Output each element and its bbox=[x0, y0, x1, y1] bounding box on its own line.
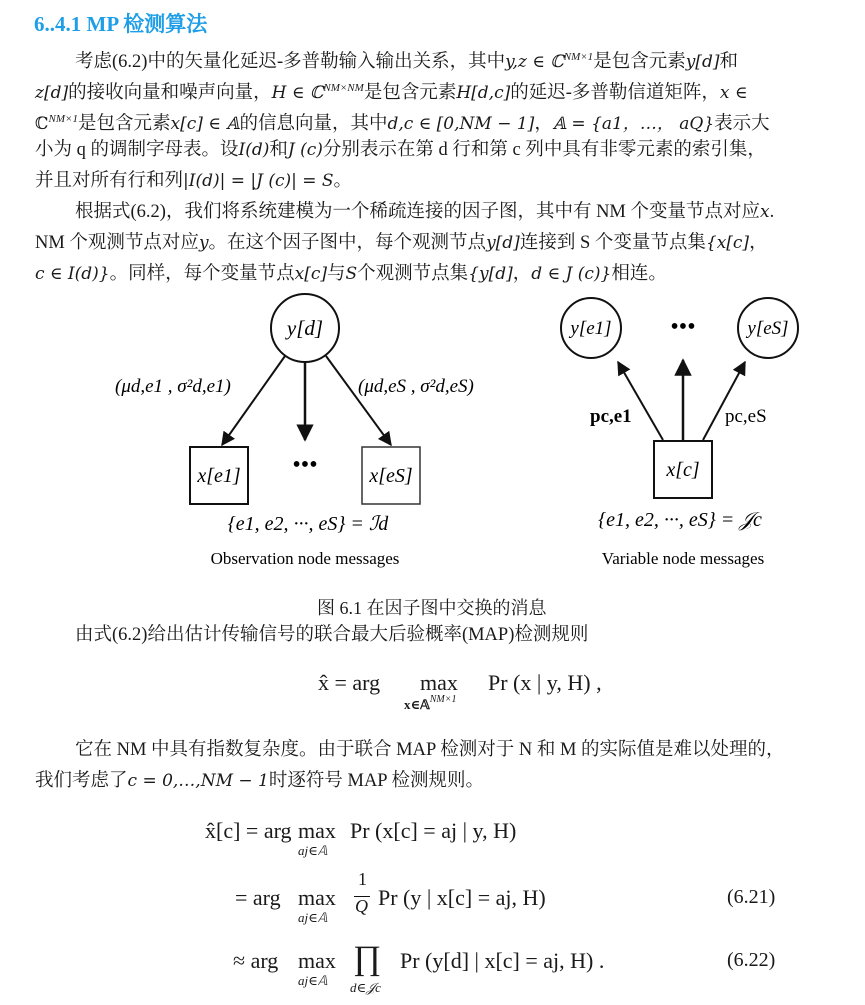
text: 与 bbox=[326, 264, 346, 284]
eq-operator-subscript: aj∈𝔸 bbox=[298, 843, 328, 858]
right-edge-label: (μd,eS , σ²d,eS) bbox=[358, 376, 474, 397]
math: d,c ∈ [0,NM − 1] bbox=[387, 114, 535, 134]
text: 是包含元素 bbox=[77, 114, 171, 134]
text: 小为 q 的调制字母表。设 bbox=[35, 140, 239, 160]
text: 表示大 bbox=[714, 114, 770, 134]
math: I(d) bbox=[238, 140, 270, 160]
text: 和 bbox=[269, 140, 288, 160]
math: y bbox=[198, 233, 209, 253]
ellipsis-dots: ••• bbox=[670, 314, 696, 340]
eq-operator: max bbox=[298, 885, 336, 910]
paragraph-2-line-3 bbox=[35, 259, 667, 290]
equation-line-1 bbox=[205, 818, 805, 868]
eq-operator: max bbox=[298, 818, 336, 843]
paragraph-2-line-2 bbox=[35, 228, 768, 259]
eq-lhs: x̂[c] = arg bbox=[205, 818, 292, 843]
eq-rhs: Pr (x[c] = aj | y, H) bbox=[350, 818, 517, 843]
text: 是包含元素 bbox=[363, 83, 457, 103]
observation-node-label: y[d] bbox=[286, 316, 324, 340]
text: 是包含元素 bbox=[593, 52, 686, 72]
math-superscript: NM×1 bbox=[563, 51, 594, 63]
eq-operator-subscript bbox=[404, 694, 457, 713]
eq-operator-subscript-text: x∈𝔸 bbox=[404, 697, 430, 712]
eq-lhs: x̂ = arg bbox=[318, 670, 381, 695]
edge-right bbox=[326, 356, 391, 445]
ellipsis-dots: ••• bbox=[292, 452, 318, 478]
subfigure-caption: Variable node messages bbox=[601, 549, 765, 568]
factor-graph-figure bbox=[0, 290, 865, 580]
text: 的延迟-多普勒信道矩阵， bbox=[510, 83, 720, 103]
text: 根据式(6.2)，我们将系统建模为一个稀疏连接的因子图，其中有 NM 个变量节点对应 bbox=[75, 202, 761, 222]
paragraph-2-line-1 bbox=[75, 197, 774, 228]
set-label: {e1, e2, ···, eS} = 𝒥c bbox=[598, 509, 762, 531]
paragraph-3: 由式(6.2)给出估计传输信号的联合最大后验概率(MAP)检测规则 bbox=[75, 625, 589, 645]
math: H ∈ ℂ bbox=[271, 83, 324, 103]
math-superscript: NM×NM bbox=[323, 82, 364, 94]
math: x[c] bbox=[294, 264, 327, 284]
equation-line-3 bbox=[205, 940, 805, 1002]
equation-number: (6.21) bbox=[727, 886, 776, 908]
paragraph-4-line-1: 它在 NM 中具有指数复杂度。由于联合 MAP 检测对于 N 和 M 的实际值是难以处理的， bbox=[75, 740, 785, 760]
equation-number: (6.22) bbox=[727, 949, 776, 971]
text: NM 个观测节点对应 bbox=[35, 233, 199, 253]
paragraph-1-line-5 bbox=[35, 166, 352, 197]
text: . bbox=[769, 202, 775, 222]
text: 并且对所有行和列 bbox=[35, 171, 184, 191]
subfigure-caption: Observation node messages bbox=[210, 549, 400, 568]
math: y[d] bbox=[486, 233, 520, 253]
math: c ∈ I(d)} bbox=[35, 264, 110, 284]
product-symbol: ∏ bbox=[353, 940, 381, 977]
fraction-numerator: 1 bbox=[358, 869, 367, 889]
math: y,z ∈ ℂ bbox=[505, 52, 564, 72]
edge-left bbox=[618, 362, 663, 440]
math: d ∈ J (c)} bbox=[531, 264, 612, 284]
eq-rhs: Pr (x | y, H) , bbox=[488, 670, 602, 695]
text: ， bbox=[534, 114, 553, 134]
math: |I(d)| = |J (c)| = S bbox=[183, 171, 334, 191]
fraction-denominator: Q bbox=[355, 896, 368, 916]
eq-operator-subscript: aj∈𝔸 bbox=[298, 973, 328, 988]
variable-node-label: x[c] bbox=[666, 459, 700, 481]
text: 和 bbox=[719, 52, 738, 72]
text: 分别表示在第 d 行和第 c 列中具有非零元素的索引集， bbox=[322, 140, 766, 160]
paragraph-1-line-4 bbox=[35, 135, 766, 166]
math: ℂ bbox=[35, 114, 49, 134]
text: ， bbox=[512, 264, 532, 284]
eq-operator-subscript: aj∈𝔸 bbox=[298, 910, 328, 925]
eq-lhs: = arg bbox=[235, 885, 281, 910]
text: 连接到 S 个变量节点集 bbox=[519, 233, 706, 253]
text: 。 bbox=[333, 171, 353, 191]
figure-caption: 图 6.1 在因子图中交换的消息 bbox=[317, 598, 547, 618]
observation-node-e1-label: y[e1] bbox=[570, 318, 612, 339]
text: 我们考虑了 bbox=[35, 771, 128, 791]
math: 𝔸 = {a1，…， aQ} bbox=[552, 114, 715, 134]
math-superscript: NM×1 bbox=[48, 113, 78, 125]
eq-operator: max bbox=[420, 670, 458, 695]
observation-node-diagram bbox=[115, 294, 474, 568]
set-label: {e1, e2, ···, eS} = ℐd bbox=[227, 513, 389, 535]
text: 考虑(6.2)中的矢量化延迟-多普勒输入输出关系，其中 bbox=[75, 52, 506, 72]
product-subscript: d∈𝒥c bbox=[350, 980, 381, 995]
edge-left bbox=[222, 356, 285, 445]
math: x[c] ∈ 𝔸 bbox=[170, 114, 240, 134]
text: 时逐符号 MAP 检测规则。 bbox=[268, 771, 485, 791]
paragraph-4-line-2 bbox=[35, 766, 484, 797]
text: 。同样，每个变量节点 bbox=[109, 264, 295, 284]
text: 。在这个因子图中，每个观测节点 bbox=[208, 233, 487, 253]
math: y[d] bbox=[685, 52, 720, 72]
math: J (c) bbox=[287, 140, 323, 160]
section-title: 6..4.1 MP 检测算法 bbox=[34, 12, 208, 36]
eq-rhs: Pr (y | x[c] = aj, H) bbox=[378, 885, 546, 910]
variable-node-diagram bbox=[561, 298, 798, 568]
text: 的接收向量和噪声向量， bbox=[68, 83, 272, 103]
math: {x[c] bbox=[705, 233, 750, 253]
text: 个观测节点集 bbox=[357, 264, 469, 284]
math: x bbox=[760, 202, 770, 222]
eq-operator: max bbox=[298, 948, 336, 973]
text: 的信息向量，其中 bbox=[239, 114, 388, 134]
edge-right bbox=[703, 362, 745, 440]
eq-rhs: Pr (y[d] | x[c] = aj, H) . bbox=[400, 948, 605, 973]
math: c = 0,…,NM − 1 bbox=[127, 771, 269, 791]
eq-lhs: ≈ arg bbox=[233, 948, 279, 973]
math: z[d] bbox=[35, 83, 69, 103]
equation-line-2 bbox=[205, 869, 805, 935]
observation-node-eS-label: y[eS] bbox=[747, 318, 789, 339]
right-edge-label: pc,eS bbox=[725, 406, 767, 427]
math: x ∈ bbox=[719, 83, 748, 103]
left-edge-label: pc,e1 bbox=[590, 406, 632, 427]
text: 相连。 bbox=[611, 264, 667, 284]
eq-operator-subscript-sup: NM×1 bbox=[429, 694, 457, 705]
left-edge-label: (μd,e1 , σ²d,e1) bbox=[115, 376, 231, 397]
variable-node-eS-label: x[eS] bbox=[369, 465, 413, 487]
variable-node-e1-label: x[e1] bbox=[197, 465, 241, 487]
math: H[d,c] bbox=[456, 83, 511, 103]
math: {y[d] bbox=[468, 264, 513, 284]
math: S bbox=[345, 264, 358, 284]
text: ， bbox=[749, 233, 768, 253]
